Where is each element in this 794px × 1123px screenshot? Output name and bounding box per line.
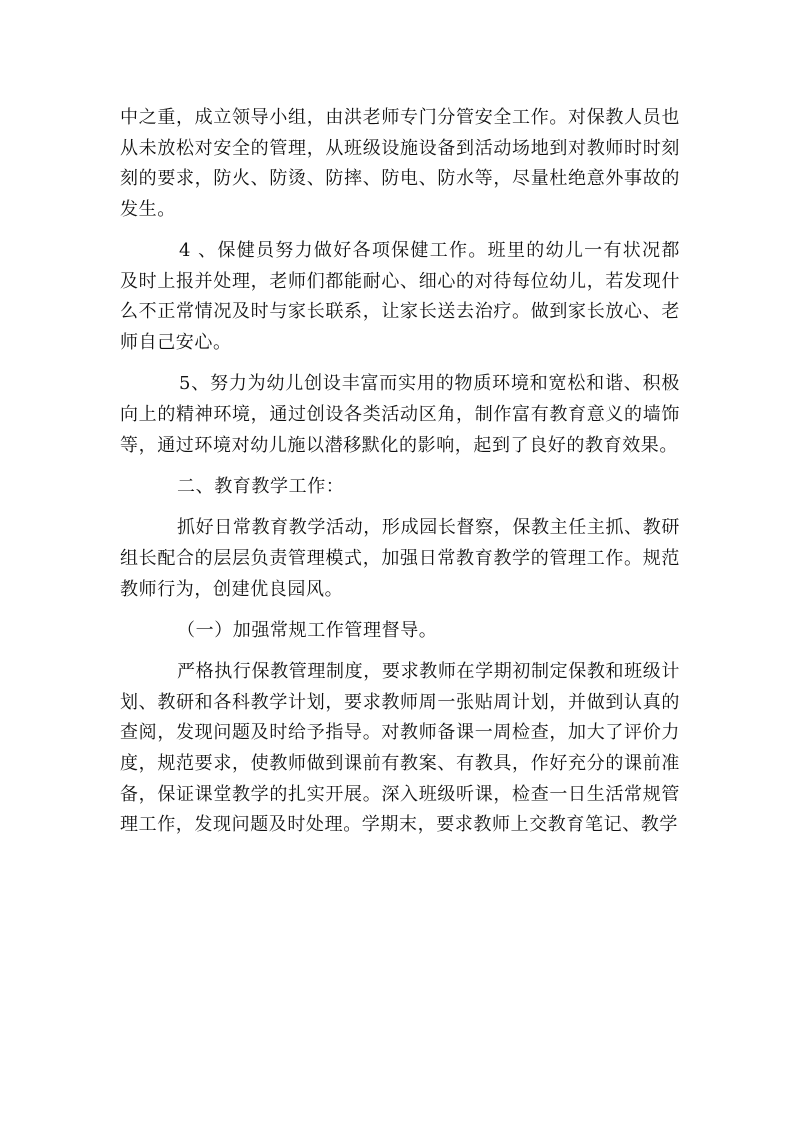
paragraph-environment: 5、努力为幼儿创设丰富而实用的物质环境和宽松和谐、积极向上的精神环境，通过创设各类活动区角，制作富有教育意义的墙饰等，通过环境对幼儿施以潜移默化的影响，起到了良好的教育效果。	[120, 373, 680, 456]
section-heading-education: 二、教育教学工作：	[177, 475, 345, 497]
paragraph-safety-continued: 中之重，成立领导小组，由洪老师专门分管安全工作。对保教人员也从未放松对安全的管理，从班级设施设备到活动场地到对教师时时刻刻的要求，防火、防烫、防摔、防电、防水等，尽量杜绝意外事故的发生。	[120, 107, 680, 220]
paragraph-management-model: 抓好日常教育教学活动，形成园长督察，保教主任主抓、教研组长配合的层层负责管理模式，加强日常教育教学的管理工作。规范教师行为，创建优良园风。	[120, 517, 680, 600]
paragraph-routine-management: 严格执行保教管理制度，要求教师在学期初制定保教和班级计划、教研和各科教学计划，要求教师周一张贴周计划，并做到认真的查阅，发现问题及时给予指导。对教师备课一周检查，加大了评价力度，规范要求，使教师做到课前有教案、有教具，作好充分的课前准备，保证课堂教学的扎实开展。深入班级听课，检查一日生活常规管理工作，发现问题及时处理。学期末，要求教师上交教育笔记、教学	[120, 661, 680, 836]
paragraph-health-care: 4 、保健员努力做好各项保健工作。班里的幼儿一有状况都及时上报并处理，老师们都能耐心、细心的对待每位幼儿，若发现什么不正常情况及时与家长联系，让家长送去治疗。做到家长放心、老师自己安心。	[120, 240, 680, 353]
body-text	[120, 103, 680, 852]
subsection-heading-routine: （一）加强常规工作管理督导。	[177, 619, 438, 641]
